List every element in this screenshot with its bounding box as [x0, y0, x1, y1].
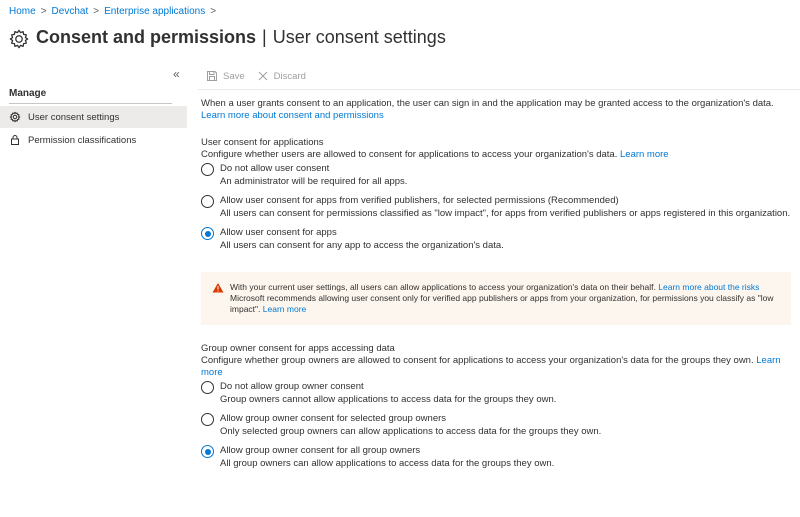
sidebar-item-user-consent-settings[interactable] [0, 106, 187, 128]
radio-label: Allow user consent for apps from verified publishers, for selected permissions (Recommended) [220, 195, 619, 206]
radio-label: Allow group owner consent for selected group owners [220, 413, 447, 424]
chevron-right-icon: > [210, 6, 217, 17]
breadcrumb-home[interactable]: Home [9, 6, 36, 17]
lock-icon [9, 134, 21, 146]
warning-text-1: With your current user settings, all users can allow applications to access your organization's data on their behalf. [230, 282, 656, 292]
page-subtitle: User consent settings [272, 27, 446, 47]
sidebar-item-permission-classifications[interactable] [0, 129, 187, 151]
chevron-right-icon: > [93, 6, 100, 17]
radio-label: Allow user consent for apps [220, 227, 337, 238]
group-consent-option [201, 413, 791, 438]
page-header [8, 25, 446, 50]
radio-do-not-allow-user-consent[interactable] [201, 163, 214, 176]
gear-icon [9, 111, 21, 123]
breadcrumb-enterprise-applications[interactable]: Enterprise applications [104, 6, 206, 17]
page-title: Consent and permissions [36, 27, 257, 47]
radio-do-not-allow-group-owner-consent[interactable] [201, 381, 214, 394]
learn-more-consent-link[interactable]: Learn more about consent and permissions [201, 110, 384, 121]
radio-label: Do not allow group owner consent [220, 381, 364, 392]
breadcrumb [9, 6, 221, 17]
warning-text [230, 282, 781, 315]
warning-banner [201, 272, 791, 325]
collapse-sidebar-icon[interactable]: « [173, 67, 180, 81]
radio-allow-user-consent-for-apps[interactable] [201, 227, 214, 240]
radio-allow-selected-group-owners[interactable] [201, 413, 214, 426]
group-consent-title: Group owner consent for apps accessing data [201, 343, 395, 354]
discard-label: Discard [273, 70, 306, 82]
command-bar [206, 70, 318, 82]
radio-allow-all-group-owners[interactable] [201, 445, 214, 458]
user-consent-learn-more-link[interactable]: Learn more [620, 149, 669, 160]
user-consent-title: User consent for applications [201, 137, 324, 148]
title-divider: | [262, 27, 267, 47]
radio-description: All users can consent for permissions classified as "low impact", for apps from verified publishers or apps registered in this organization. [220, 208, 791, 219]
radio-allow-verified-publishers[interactable] [201, 195, 214, 208]
main-content [201, 98, 791, 470]
learn-more-risks-link[interactable]: Learn more about the risks [658, 282, 760, 292]
user-consent-description-text: Configure whether users are allowed to consent for applications to access your organization's data. [201, 149, 618, 160]
sidebar-section-manage: Manage [9, 88, 47, 99]
user-consent-option [201, 163, 791, 188]
discard-button[interactable] [257, 70, 306, 82]
save-button[interactable] [206, 70, 245, 82]
radio-description: An administrator will be required for all apps. [220, 176, 408, 187]
close-icon [257, 70, 269, 82]
chevron-right-icon: > [40, 6, 47, 17]
group-consent-option [201, 445, 791, 470]
user-consent-option [201, 227, 791, 252]
group-consent-description-text: Configure whether group owners are allowed to consent for applications to access your organization's data for the groups they own. [201, 355, 754, 366]
warning-learn-more-link[interactable]: Learn more [262, 304, 307, 314]
radio-label: Do not allow user consent [220, 163, 330, 174]
save-label: Save [223, 70, 245, 82]
gear-icon [8, 28, 30, 50]
warning-icon [212, 282, 224, 294]
user-consent-description [201, 149, 791, 161]
radio-description: Group owners cannot allow applications to access data for the groups they own. [220, 394, 557, 405]
radio-description: All users can consent for any app to access the organization's data. [220, 240, 504, 251]
intro-text: When a user grants consent to an application, the user can sign in and the application may be granted access to the organization's data. [201, 98, 774, 109]
radio-description: Only selected group owners can allow applications to access data for the groups they own. [220, 426, 602, 437]
divider [9, 103, 172, 104]
radio-label: Allow group owner consent for all group owners [220, 445, 421, 456]
breadcrumb-devchat[interactable]: Devchat [51, 6, 89, 17]
sidebar-item-label: User consent settings [28, 111, 120, 123]
divider [198, 89, 800, 90]
user-consent-option [201, 195, 791, 220]
save-icon [206, 70, 218, 82]
warning-text-2: Microsoft recommends allowing user consent only for verified app publishers or apps from your organization, for permissions you classify as "low impact". [230, 293, 774, 314]
group-consent-learn-more-link[interactable]: Learn more [201, 355, 781, 378]
group-consent-description [201, 355, 791, 379]
sidebar-item-label: Permission classifications [28, 134, 137, 146]
group-consent-option [201, 381, 791, 406]
radio-description: All group owners can allow applications to access data for the groups they own. [220, 458, 555, 469]
